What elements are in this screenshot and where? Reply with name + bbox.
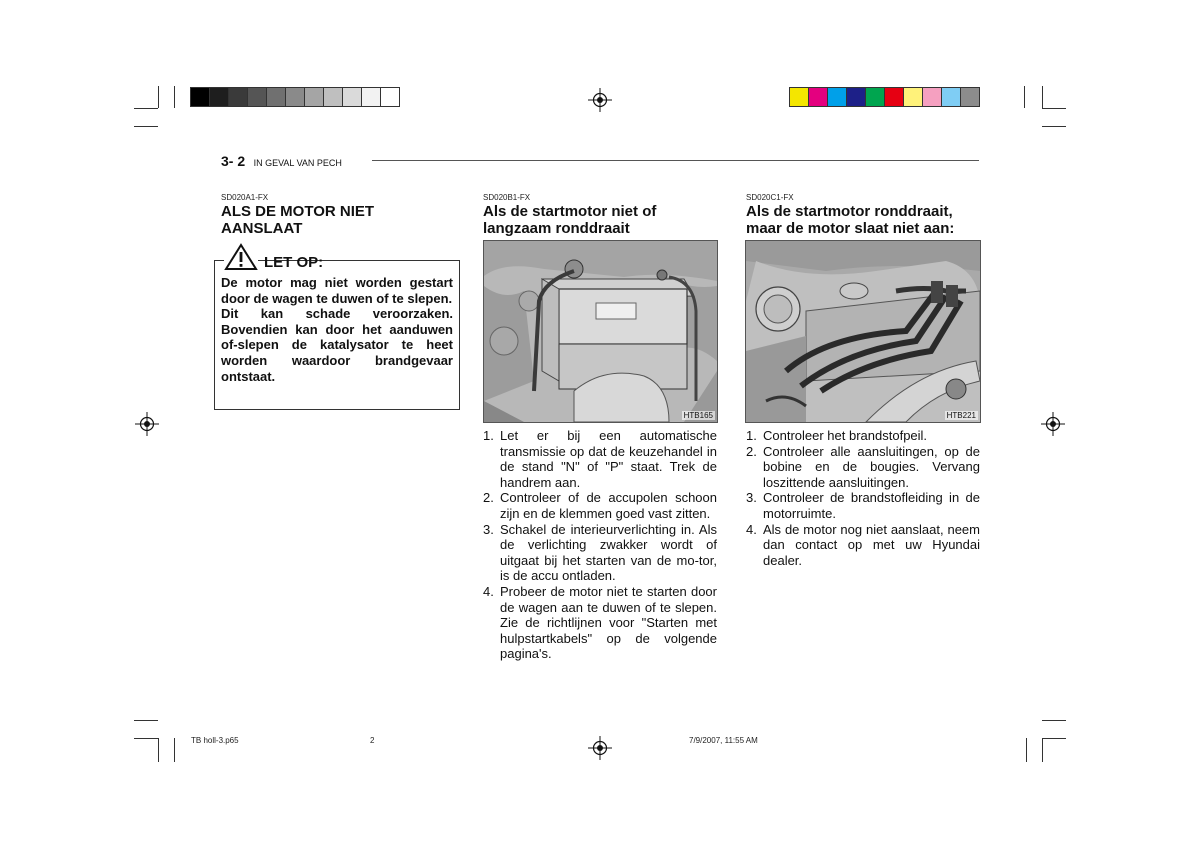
title-line: maar de motor slaat niet aan: xyxy=(746,220,955,237)
crop-mark xyxy=(1042,738,1043,762)
color-swatch xyxy=(362,88,381,106)
crop-mark xyxy=(158,738,159,762)
page-header xyxy=(221,153,342,171)
title-line: Als de startmotor niet of xyxy=(483,203,657,220)
section-code: SD020A1-FX xyxy=(221,193,269,202)
step-item xyxy=(746,444,980,491)
grayscale-calibration-strip xyxy=(190,87,400,107)
footer-page: 2 xyxy=(370,736,375,745)
crop-mark xyxy=(1042,720,1066,721)
photo-code: HTB221 xyxy=(946,411,976,420)
engine-photo xyxy=(745,240,981,423)
footer-file: TB holl-3.p65 xyxy=(191,736,239,745)
registration-mark-icon xyxy=(588,88,612,112)
color-swatch xyxy=(267,88,286,106)
step-item xyxy=(483,490,717,521)
crop-mark xyxy=(1026,738,1027,762)
color-swatch xyxy=(828,88,847,106)
crop-mark xyxy=(174,86,175,108)
step-number: 2. xyxy=(483,490,494,506)
crop-mark xyxy=(134,126,158,127)
footer-timestamp: 7/9/2007, 11:55 AM xyxy=(689,736,758,745)
color-swatch xyxy=(381,88,399,106)
crop-mark xyxy=(1042,126,1066,127)
title-line: ALS DE MOTOR NIET xyxy=(221,203,375,220)
step-text: Schakel de interieurverlichting in. Als de verlichting zwakker wordt of uitgaat bij het starten van de mo-tor, is de accu ontladen. xyxy=(500,521,717,584)
steps-list-3 xyxy=(746,428,980,568)
step-text: Controleer alle aansluitingen, op de bobine en de bougies. Vervang loszittende aansluitingen. xyxy=(763,443,980,490)
step-item xyxy=(483,428,717,490)
header-rule xyxy=(372,160,979,161)
section-title-1 xyxy=(221,203,461,237)
warning-heading: LET OP: xyxy=(264,254,324,271)
section-title: IN GEVAL VAN PECH xyxy=(253,158,342,168)
color-swatch xyxy=(305,88,324,106)
crop-mark xyxy=(174,738,175,762)
crop-mark xyxy=(1042,738,1066,739)
crop-mark xyxy=(134,720,158,721)
step-text: Controleer het brandstofpeil. xyxy=(763,428,928,443)
steps-list-2 xyxy=(483,428,717,662)
color-swatch xyxy=(324,88,343,106)
color-swatch xyxy=(286,88,305,106)
section-code: SD020C1-FX xyxy=(746,193,794,202)
step-item xyxy=(746,490,980,521)
color-swatch xyxy=(809,88,828,106)
crop-mark xyxy=(134,108,158,109)
section-code: SD020B1-FX xyxy=(483,193,531,202)
step-text: Let er bij een automatische transmissie op dat de keuzehandel in de stand "N" of "P" staat. Trek de handrem aan. xyxy=(500,428,717,490)
registration-mark-icon xyxy=(588,736,612,760)
battery-photo xyxy=(483,240,718,423)
color-swatch xyxy=(866,88,885,106)
registration-mark-icon xyxy=(1041,412,1065,436)
section-title-3 xyxy=(746,203,986,237)
color-swatch xyxy=(790,88,809,106)
step-text: Probeer de motor niet te starten door de wagen aan te duwen of te slepen. Zie de richtlijnen voor "Starten met hulpstartkabels" op de volgende pagina's. xyxy=(500,583,717,662)
step-number: 4. xyxy=(746,521,757,537)
color-swatch xyxy=(191,88,210,106)
warning-box xyxy=(214,254,460,410)
registration-mark-icon xyxy=(135,412,159,436)
step-item xyxy=(746,428,980,444)
engine-illustration xyxy=(746,241,980,422)
step-text: Controleer of de accupolen schoon zijn en de klemmen goed vast zitten. xyxy=(500,490,717,521)
color-swatch xyxy=(942,88,961,106)
crop-mark xyxy=(1042,86,1043,108)
step-item xyxy=(746,522,980,569)
step-number: 3. xyxy=(483,521,494,537)
crop-mark xyxy=(158,86,159,108)
color-swatch xyxy=(229,88,248,106)
step-number: 2. xyxy=(746,443,757,459)
crop-mark xyxy=(134,738,158,739)
step-number: 1. xyxy=(746,428,757,443)
color-swatch xyxy=(210,88,229,106)
crop-mark xyxy=(1024,86,1025,108)
step-text: Als de motor nog niet aanslaat, neem dan contact op met uw Hyundai dealer. xyxy=(763,521,980,568)
photo-code: HTB165 xyxy=(683,411,713,420)
section-title-2 xyxy=(483,203,723,237)
title-line: AANSLAAT xyxy=(221,220,303,237)
color-swatch xyxy=(343,88,362,106)
crop-mark xyxy=(1042,108,1066,109)
color-swatch xyxy=(248,88,267,106)
color-swatch xyxy=(923,88,942,106)
color-swatch xyxy=(961,88,979,106)
step-item xyxy=(483,584,717,662)
color-swatch xyxy=(904,88,923,106)
warning-heading-row xyxy=(224,251,453,271)
step-number: 3. xyxy=(746,490,757,506)
step-text: Controleer de brandstofleiding in de motorruimte. xyxy=(763,490,980,521)
page-number: 3- 2 xyxy=(221,153,246,169)
battery-illustration xyxy=(484,241,717,422)
step-number: 4. xyxy=(483,583,494,599)
title-line: langzaam ronddraait xyxy=(483,220,630,237)
warning-text: Dit kan schade veroorzaken. Bovendien kan door het aanduwen of-slepen de katalysator te heet worden waardoor brandgevaar ontstaat. xyxy=(221,306,453,384)
color-swatch xyxy=(847,88,866,106)
color-calibration-strip xyxy=(789,87,980,107)
warning-text: De motor mag niet worden gestart door de wagen te duwen of te slepen. xyxy=(221,275,453,306)
warning-triangle-icon xyxy=(224,243,258,271)
title-line: Als de startmotor ronddraait, xyxy=(746,203,953,220)
color-swatch xyxy=(885,88,904,106)
step-number: 1. xyxy=(483,428,494,443)
step-item xyxy=(483,522,717,584)
